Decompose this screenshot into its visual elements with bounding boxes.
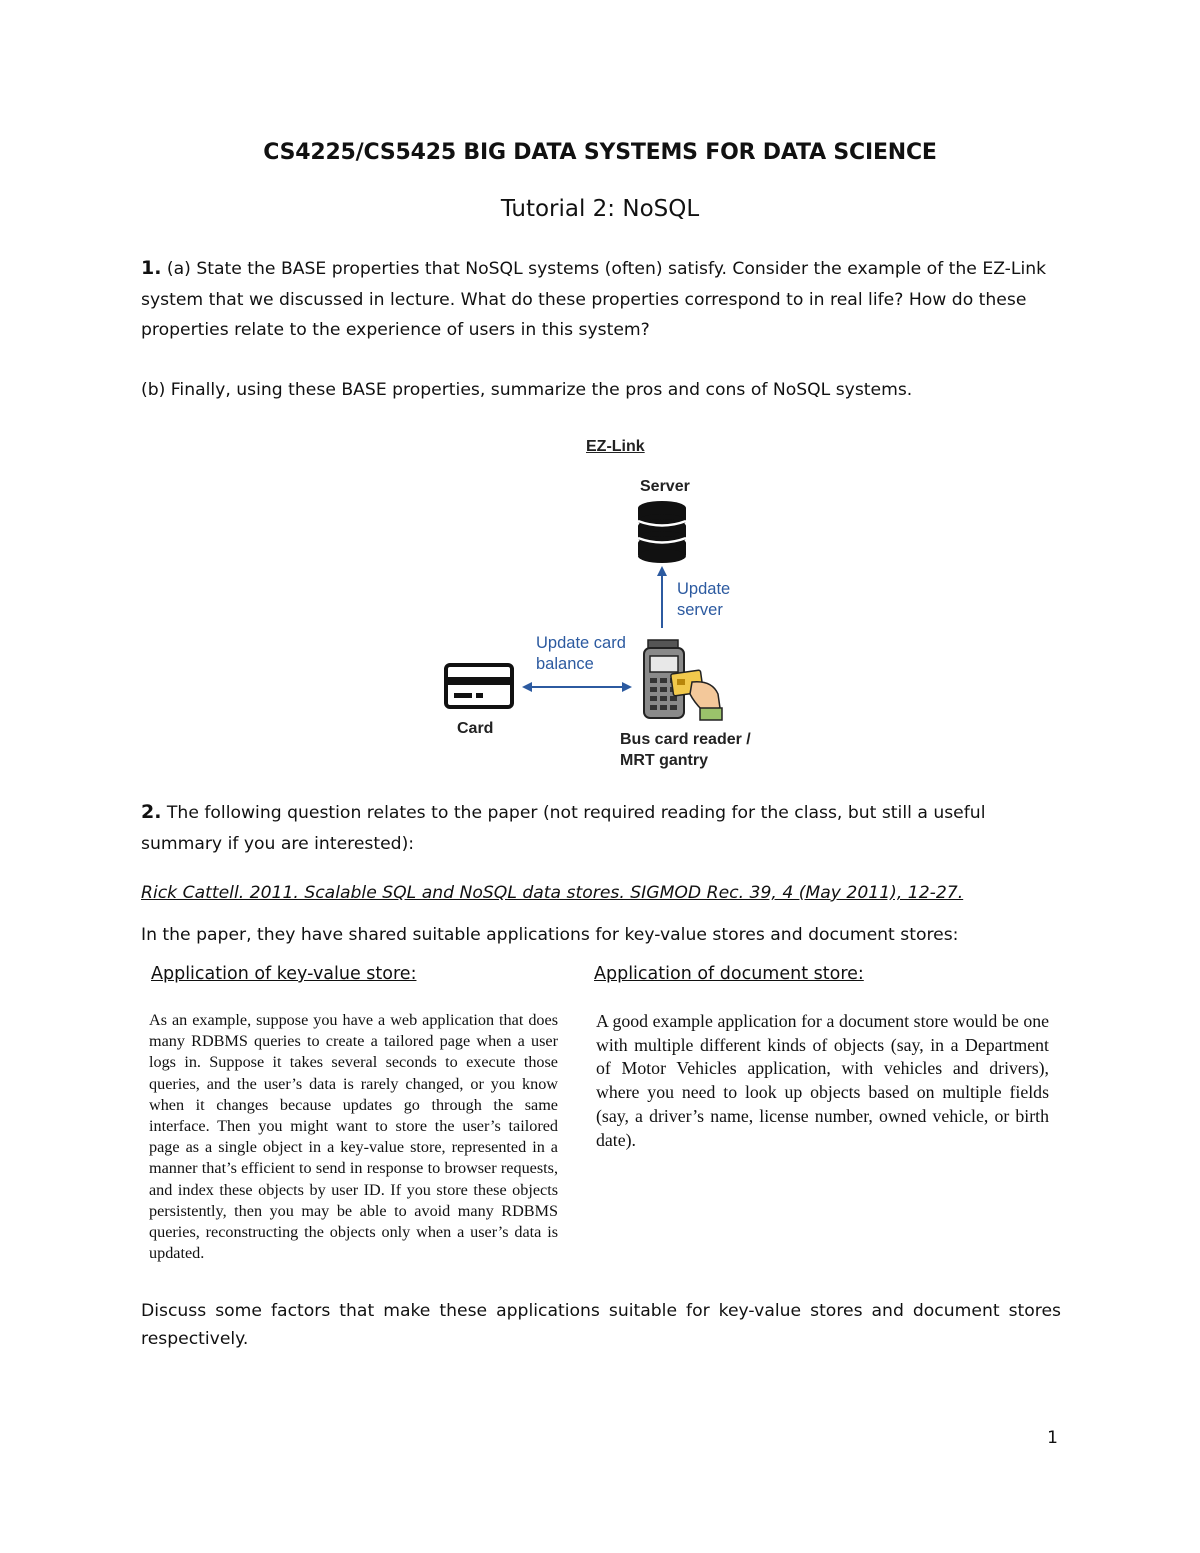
document-store-quote: A good example application for a document store would be one with multiple different kinds of objects (say, in a Department of Motor Vehicles application, with vehicles and drivers), where you need to look up objects based on multiple fields (say, a driver’s name, license number, owned vehicle, or birth date). [596, 1011, 1049, 1150]
update-card-arrow [522, 678, 632, 696]
question-2-closing: Discuss some factors that make these applications suitable for key-value stores and document stores respectively. [141, 1301, 1061, 1349]
question-1-number: 1. [141, 257, 162, 279]
diagram-title: EZ-Link [586, 438, 645, 455]
card-reader-icon [642, 638, 726, 722]
tutorial-title: Tutorial 2: NoSQL [500, 196, 700, 222]
question-2-number: 2. [141, 801, 162, 823]
page-number: 1 [1047, 1428, 1058, 1448]
course-title: CS4225/CS5425 BIG DATA SYSTEMS FOR DATA SCIENCE [263, 140, 937, 165]
question-2-intro: In the paper, they have shared suitable applications for key-value stores and document stores: [141, 925, 959, 945]
paper-citation: Rick Cattell. 2011. Scalable SQL and NoSQL data stores. SIGMOD Rec. 39, 4 (May 2011), 12-27. [141, 883, 964, 903]
question-1a-text: (a) State the BASE properties that NoSQL systems (often) satisfy. Consider the example of the EZ-Link system that we discussed in lecture. What do these properties correspond to in real life? How do these properties relate to the experience of users in this system? [141, 259, 1047, 340]
document-store-heading: Application of document store: [594, 964, 864, 984]
reader-label-line2: MRT gantry [620, 752, 708, 769]
update-server-arrow [652, 566, 672, 630]
server-label: Server [640, 478, 690, 495]
update-card-label: Update card balance [536, 634, 626, 673]
question-1b-text: (b) Finally, using these BASE properties, summarize the pros and cons of NoSQL systems. [141, 380, 913, 400]
question-2-text: The following question relates to the paper (not required reading for the class, but still a useful summary if you are interested): [141, 803, 986, 854]
reader-label-line1: Bus card reader / [620, 731, 751, 748]
database-icon [636, 500, 688, 566]
kv-store-quote: As an example, suppose you have a web application that does many RDBMS queries to create a tailored page when a user logs in. Suppose it takes several seconds to execute those queries, and the user’s data is rarely changed, or you know when it changes because updates go through the same interface. Then you might want to store the user’s tailored page as a single object in a key-value store, represented in a manner that’s efficient to send in response to browser requests, and index these objects by user ID. If you store these objects persistently, then you may be able to avoid many RDBMS queries, reconstructing the objects only when a user’s data is updated. [149, 1011, 558, 1263]
kv-store-heading: Application of key-value store: [151, 964, 417, 984]
question-2 [141, 797, 1061, 859]
card-label: Card [457, 720, 494, 737]
reader-label [620, 729, 790, 771]
update-server-label: Update server [677, 580, 731, 619]
card-icon [444, 663, 514, 709]
question-1a [141, 253, 1061, 346]
